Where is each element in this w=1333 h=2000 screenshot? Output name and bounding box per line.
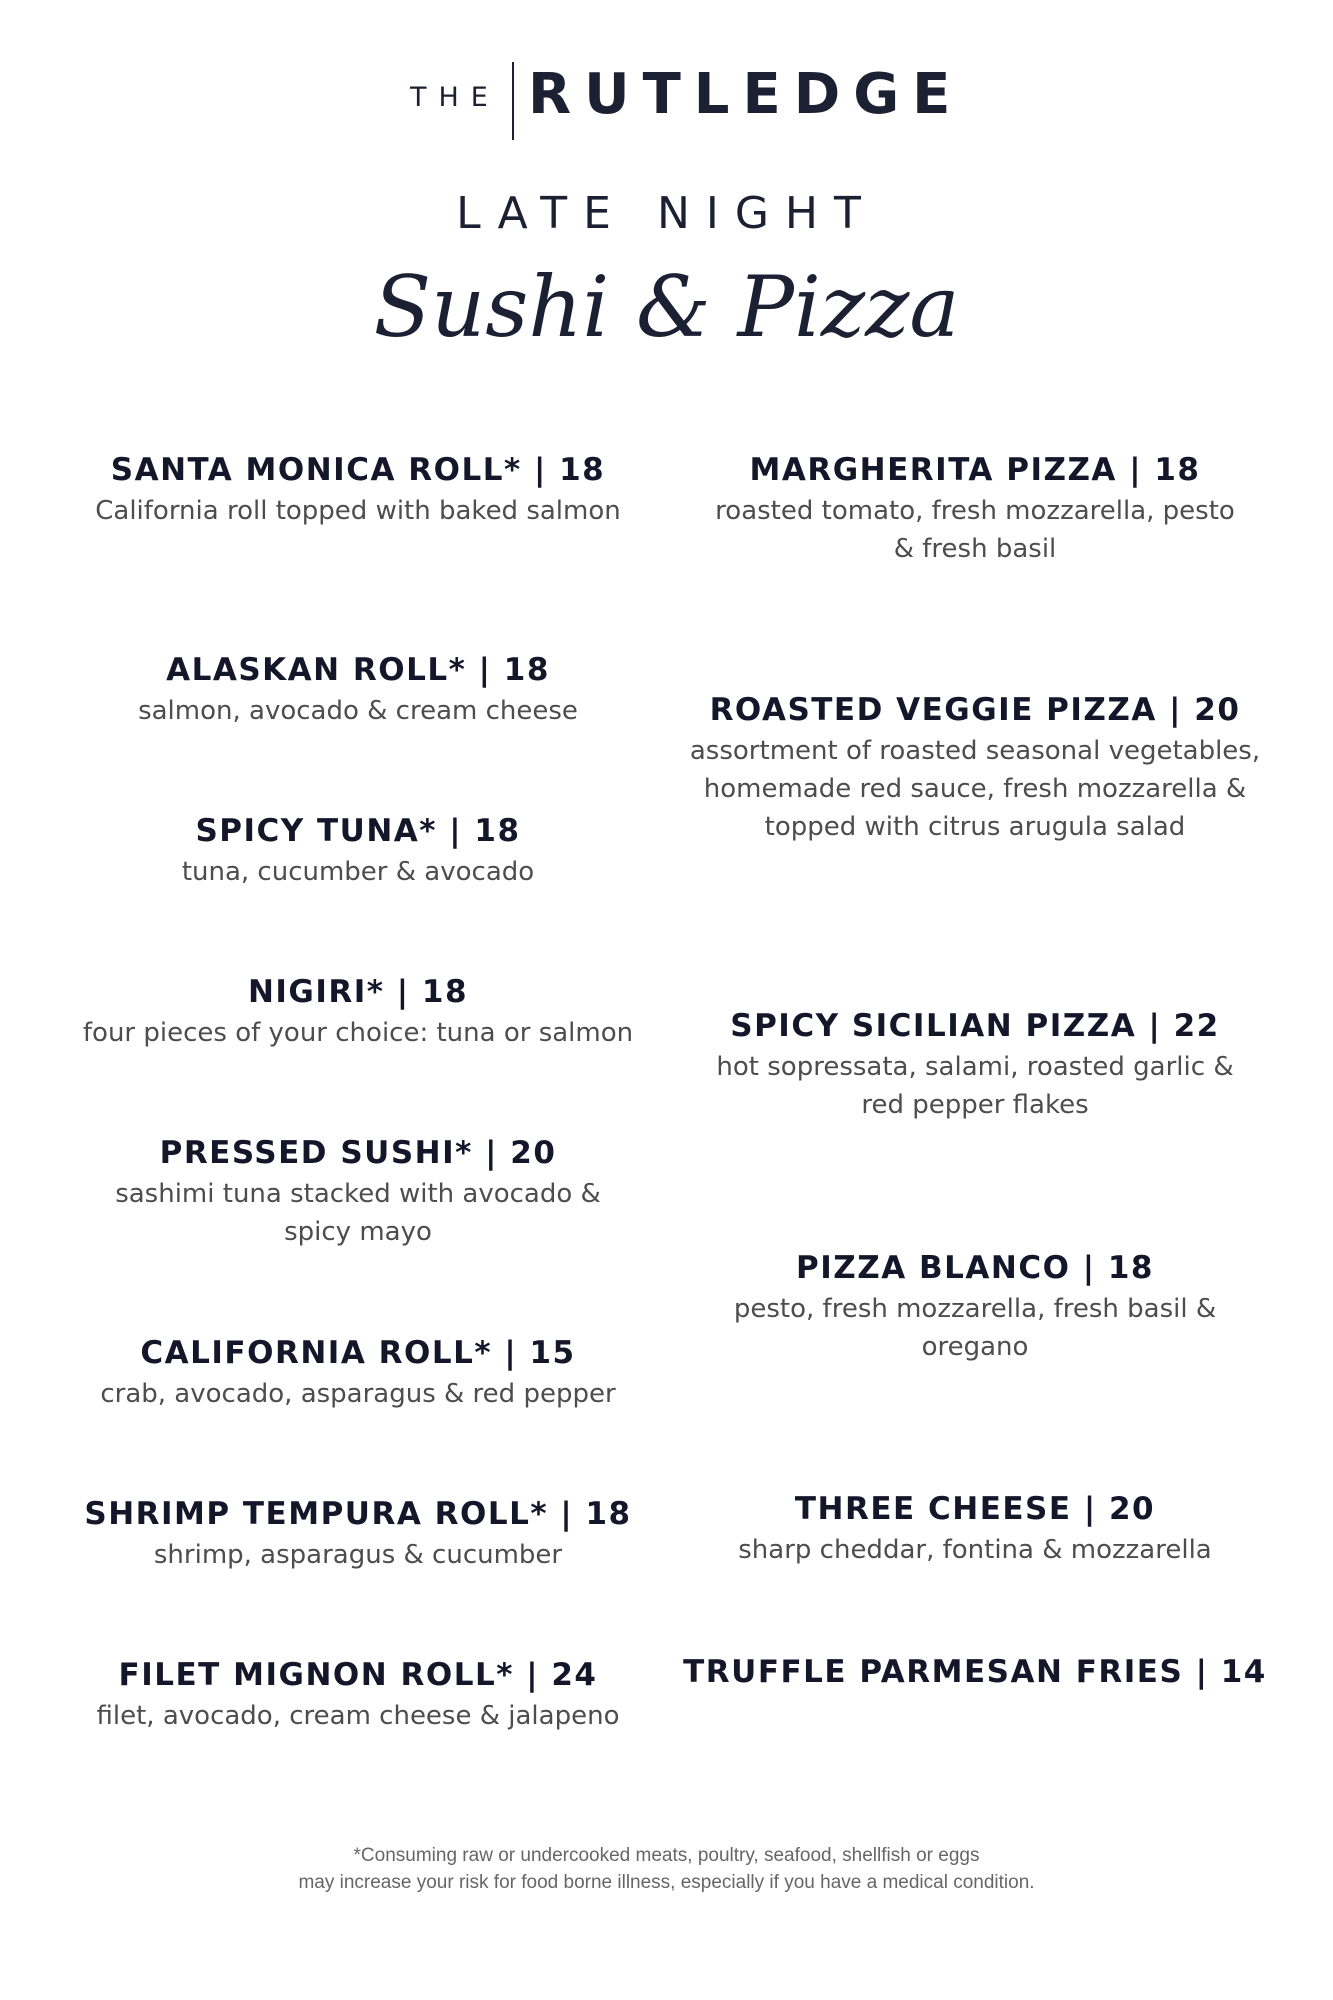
menu-item-santa-monica-roll: [88, 450, 628, 530]
menu-item-shrimp-tempura-roll: [78, 1494, 638, 1574]
menu-item-pizza-blanco: [695, 1248, 1255, 1366]
menu-title: Sushi & Pizza: [373, 258, 960, 356]
item-name: PIZZA BLANCO | 18: [796, 1250, 1154, 1286]
item-description: filet, avocado, cream cheese & jalapeno: [96, 1701, 620, 1731]
item-description: pesto, fresh mozzarella, fresh basil & oregano: [733, 1294, 1217, 1362]
item-name: SPICY TUNA* | 18: [195, 813, 521, 849]
menu-item-california-roll: [78, 1333, 638, 1413]
item-description: salmon, avocado & cream cheese: [138, 696, 578, 726]
menu-item-roasted-veggie-pizza: [685, 690, 1265, 846]
logo-the: THE: [410, 82, 500, 113]
menu-item-pressed-sushi: [98, 1133, 618, 1251]
item-name: TRUFFLE PARMESAN FRIES | 14: [683, 1654, 1267, 1690]
item-name: SHRIMP TEMPURA ROLL* | 18: [84, 1496, 632, 1532]
item-description: roasted tomato, fresh mozzarella, pesto & fresh basil: [715, 496, 1235, 564]
item-description: crab, avocado, asparagus & red pepper: [100, 1379, 616, 1409]
logo-divider: [512, 62, 514, 140]
menu-subtitle: LATE NIGHT: [456, 188, 877, 239]
item-name: MARGHERITA PIZZA | 18: [749, 452, 1201, 488]
menu-item-spicy-tuna: [78, 811, 638, 891]
disclaimer-line-2: may increase your risk for food borne illness, especially if you have a medical condition.: [298, 1872, 1035, 1893]
item-name: ROASTED VEGGIE PIZZA | 20: [709, 692, 1241, 728]
item-name: SPICY SICILIAN PIZZA | 22: [730, 1008, 1220, 1044]
health-disclaimer: [0, 1842, 1333, 1896]
item-description: four pieces of your choice: tuna or salmon: [82, 1018, 634, 1048]
item-name: CALIFORNIA ROLL* | 15: [140, 1335, 576, 1371]
menu-item-truffle-parmesan-fries: [675, 1652, 1275, 1692]
menu-item-filet-mignon-roll: [78, 1655, 638, 1735]
item-description: assortment of roasted seasonal vegetables, homemade red sauce, fresh mozzarella & topped with citrus arugula salad: [689, 736, 1261, 842]
item-name: PRESSED SUSHI* | 20: [159, 1135, 557, 1171]
menu-item-spicy-sicilian-pizza: [695, 1006, 1255, 1124]
menu-item-alaskan-roll: [78, 650, 638, 730]
logo: [0, 62, 1333, 142]
item-name: ALASKAN ROLL* | 18: [166, 652, 550, 688]
item-description: shrimp, asparagus & cucumber: [153, 1540, 563, 1570]
item-description: tuna, cucumber & avocado: [181, 857, 535, 887]
item-name: NIGIRI* | 18: [247, 974, 469, 1010]
item-description: sharp cheddar, fontina & mozzarella: [738, 1535, 1212, 1565]
item-name: FILET MIGNON ROLL* | 24: [118, 1657, 598, 1693]
item-description: California roll topped with baked salmon: [95, 496, 621, 526]
item-description: hot sopressata, salami, roasted garlic & red pepper flakes: [716, 1052, 1234, 1120]
menu-item-margherita-pizza: [715, 450, 1235, 568]
logo-name: RUTLEDGE: [528, 62, 964, 127]
item-description: sashimi tuna stacked with avocado & spicy mayo: [115, 1179, 601, 1247]
menu-item-nigiri: [78, 972, 638, 1052]
disclaimer-line-1: *Consuming raw or undercooked meats, poultry, seafood, shellfish or eggs: [353, 1845, 980, 1866]
menu-item-three-cheese: [675, 1489, 1275, 1569]
item-name: SANTA MONICA ROLL* | 18: [110, 452, 606, 488]
item-name: THREE CHEESE | 20: [794, 1491, 1156, 1527]
